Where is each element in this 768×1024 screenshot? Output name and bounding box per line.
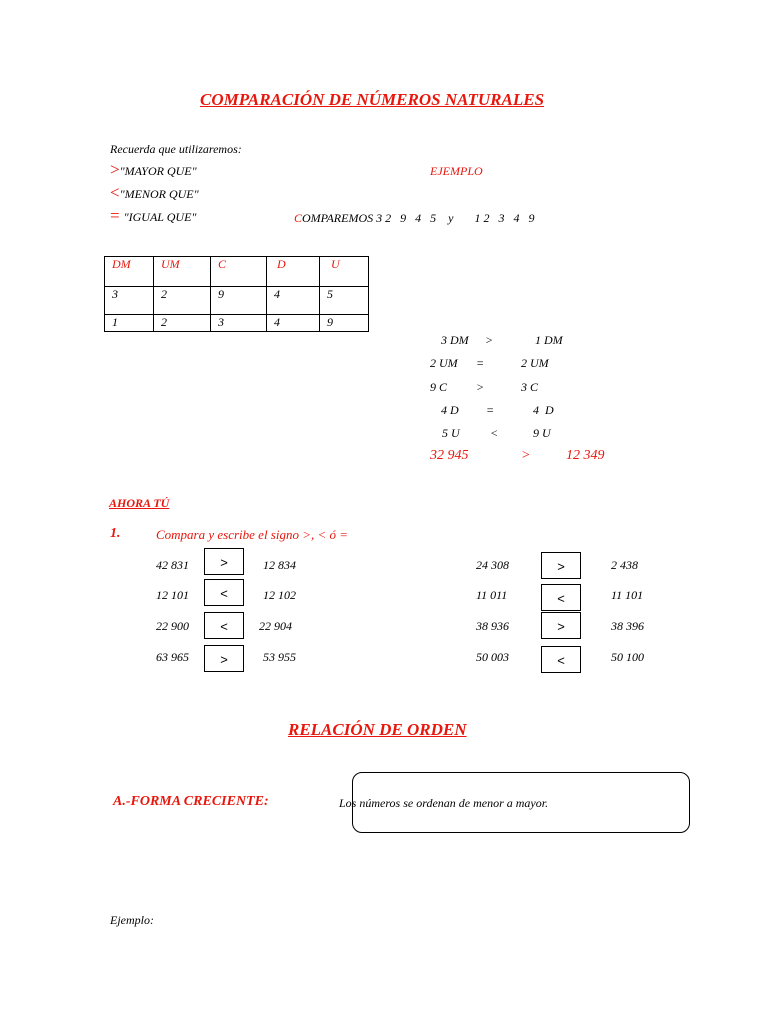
step-sign: > [485, 333, 494, 347]
table-header-row [105, 257, 369, 287]
table-cell: 1 [105, 315, 154, 332]
pair-a: 63 965 [156, 650, 189, 664]
pair-a: 42 831 [156, 558, 189, 572]
less-than-icon: < [110, 183, 120, 202]
symbol-equal [110, 206, 196, 226]
pair-b: 12 834 [263, 558, 296, 572]
step-left: 5 U [442, 426, 460, 440]
pair-a: 50 003 [476, 650, 509, 664]
table-cell: 4 [267, 287, 320, 315]
step-left: 3 DM [441, 333, 469, 347]
table-cell: 5 [320, 287, 369, 315]
result-right: 12 349 [566, 448, 605, 463]
sign-answer-box[interactable]: > [541, 612, 581, 639]
table-cell: 9 [211, 287, 267, 315]
table-cell: 2 [154, 315, 211, 332]
table-cell: 4 [267, 315, 320, 332]
table-row [105, 315, 369, 332]
greater-than-icon: > [110, 160, 120, 179]
step-sign: = [486, 403, 495, 417]
pair-a: 11 011 [476, 588, 508, 602]
compare-rest: OMPAREMOS 3 2 9 4 5 y 1 2 3 4 9 [302, 211, 535, 225]
table-header: U [320, 257, 369, 287]
ejemplo-footer: Ejemplo: [110, 913, 154, 927]
step-right: 9 U [533, 426, 551, 440]
forma-creciente-label: A.-FORMA CRECIENTE: [113, 794, 269, 809]
table-cell: 3 [211, 315, 267, 332]
result-left: 32 945 [430, 448, 469, 463]
step-left: 4 D [441, 403, 459, 417]
forma-creciente-description: Los números se ordenan de menor a mayor. [339, 796, 549, 810]
pair-a: 38 936 [476, 619, 509, 633]
sign-answer-box[interactable]: < [204, 579, 244, 606]
equals-icon: = [110, 206, 120, 225]
pair-b: 12 102 [263, 588, 296, 602]
step-right: 4 D [533, 403, 554, 417]
sign-answer-box[interactable]: > [204, 645, 244, 672]
place-value-table [104, 256, 369, 332]
section-title: RELACIÓN DE ORDEN [288, 720, 467, 739]
symbol-label: "MENOR QUE" [119, 187, 199, 201]
sign-answer-box[interactable]: > [541, 552, 581, 579]
pair-a: 12 101 [156, 588, 189, 602]
compare-statement [294, 211, 534, 226]
step-left: 9 C [430, 380, 448, 394]
table-cell: 2 [154, 287, 211, 315]
symbol-less [110, 183, 199, 203]
step-right: 1 DM [535, 333, 563, 347]
sign-answer-box[interactable]: < [541, 584, 581, 611]
page-title: COMPARACIÓN DE NÚMEROS NATURALES [200, 90, 545, 109]
symbol-label: "IGUAL QUE" [123, 210, 197, 224]
step-right: 3 C [521, 380, 539, 394]
pair-b: 50 100 [611, 650, 644, 664]
pair-a: 24 308 [476, 558, 509, 572]
step-sign: < [490, 426, 499, 440]
sign-answer-box[interactable]: > [204, 548, 244, 575]
pair-b: 22 904 [259, 619, 292, 633]
step-left: 2 UM [430, 356, 458, 370]
compare-first-letter: C [294, 211, 303, 225]
step-sign: = [476, 356, 485, 370]
pair-a: 22 900 [156, 619, 189, 633]
pair-b: 11 101 [611, 588, 644, 602]
table-header: D [267, 257, 320, 287]
table-cell: 9 [320, 315, 369, 332]
result-sign: > [521, 448, 531, 463]
symbol-label: "MAYOR QUE" [119, 164, 197, 178]
table-row [105, 287, 369, 315]
step-sign: > [476, 380, 485, 394]
sign-answer-box[interactable]: < [204, 612, 244, 639]
exercise-number: 1. [110, 526, 121, 541]
pair-b: 38 396 [611, 619, 644, 633]
sign-answer-box[interactable]: < [541, 646, 581, 673]
table-cell: 3 [105, 287, 154, 315]
exercise-instruction: Compara y escribe el signo >, < ó = [156, 527, 349, 542]
intro-text: Recuerda que utilizaremos: [110, 142, 242, 156]
pair-b: 2 438 [611, 558, 638, 572]
pair-b: 53 955 [263, 650, 296, 664]
symbol-greater [110, 160, 197, 180]
ahora-tu-heading: AHORA TÚ [109, 496, 170, 510]
step-right: 2 UM [521, 356, 549, 370]
table-header: DM [105, 257, 154, 287]
table-header: UM [154, 257, 211, 287]
ejemplo-label: EJEMPLO [430, 164, 483, 178]
table-header: C [211, 257, 267, 287]
